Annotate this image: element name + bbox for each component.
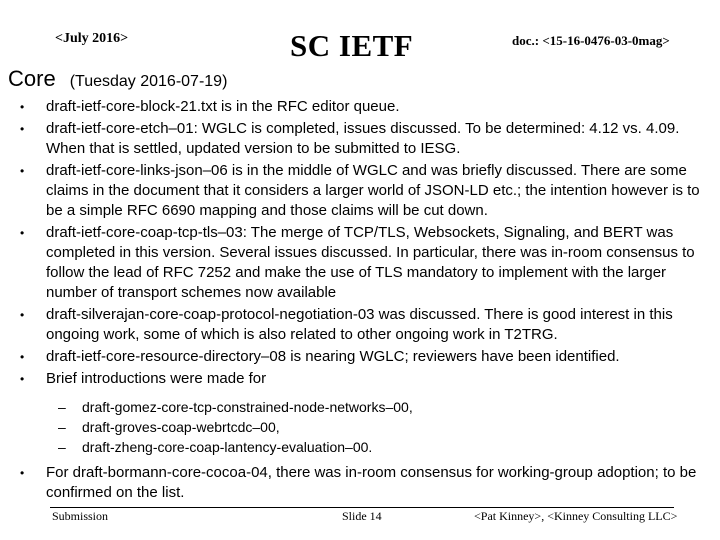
- header-title: SC IETF: [290, 28, 414, 63]
- footer-author: <Pat Kinney>, <Kinney Consulting LLC>: [474, 509, 678, 523]
- bullet-item: [0, 119, 700, 159]
- bullet-text: draft-ietf-core-coap-tcp-tls–03: The merge of TCP/TLS, Websockets, Signaling, and BERT was completed in this version. Several issues discussed. In particular, there was in-room consensus to follow the lead of RFC 7252 and make the use of TLS mandatory to implement with the larger number of transport schemes now available: [46, 224, 695, 301]
- dash-icon: –: [58, 419, 66, 435]
- sub-item-text: draft-gomez-core-tcp-constrained-node-networks–00,: [82, 399, 413, 415]
- sub-item: [0, 417, 720, 437]
- sub-item-text: draft-zheng-core-coap-lantency-evaluation–00.: [82, 439, 373, 455]
- sub-item: [0, 437, 720, 457]
- header-date: <July 2016>: [55, 31, 129, 46]
- bullet-text: draft-silverajan-core-coap-protocol-negotiation-03 was discussed. There is good interest in this ongoing work, some of which is also related to other ongoing work in T2TRG.: [46, 306, 673, 343]
- bullet-item: [0, 369, 700, 389]
- footer-rule: [50, 507, 674, 508]
- bullet-text: Brief introductions were made for: [46, 370, 267, 387]
- bullet-icon: •: [20, 372, 25, 386]
- bullet-text: draft-ietf-core-block-21.txt is in the RFC editor queue.: [46, 98, 400, 115]
- bullet-item: [0, 347, 700, 367]
- bullet-icon: •: [20, 308, 25, 322]
- bullet-icon: •: [20, 350, 25, 364]
- footer-submission: Submission: [52, 509, 109, 523]
- sub-item: [0, 397, 720, 417]
- bullet-item: [0, 305, 700, 345]
- bullet-text: draft-ietf-core-links-json–06 is in the middle of WGLC and was briefly discussed. There are some claims in the document that it considers a larger world of JSON-LD etc.; the intention however is to be a simple RFC 6690 mapping and those claims will be cut down.: [46, 162, 700, 219]
- dash-icon: –: [58, 399, 66, 415]
- sub-item-text: draft-groves-coap-webrtcdc–00,: [82, 419, 280, 435]
- bullet-item: [0, 97, 700, 117]
- bullet-icon: •: [20, 100, 25, 114]
- bullet-text: draft-ietf-core-resource-directory–08 is nearing WGLC; reviewers have been identified.: [46, 348, 620, 365]
- bullet-icon: •: [20, 164, 25, 178]
- bullet-icon: •: [20, 122, 25, 136]
- bullet-icon: •: [20, 466, 25, 480]
- header-doc-id: doc.: <15-16-0476-03-0mag>: [512, 33, 670, 48]
- bullet-text: For draft-bormann-core-cocoa-04, there was in-room consensus for working-group adoption; to be confirmed on the list.: [46, 464, 697, 501]
- footer-slide-number: Slide 14: [342, 509, 382, 523]
- bullet-item: [0, 463, 700, 503]
- slide-heading: [8, 66, 227, 92]
- slide-subtitle: (Tuesday 2016-07-19): [69, 73, 228, 90]
- slide-title: Core: [8, 66, 56, 91]
- bullet-item: [0, 161, 700, 221]
- bullet-text: draft-ietf-core-etch–01: WGLC is completed, issues discussed. To be determined: 4.12 vs. 4.09. When that is settled, updated version to be submitted to IESG.: [46, 120, 680, 157]
- bullet-item: [0, 223, 700, 303]
- dash-icon: –: [58, 439, 66, 455]
- bullet-icon: •: [20, 226, 25, 240]
- bullet-list: [0, 97, 720, 505]
